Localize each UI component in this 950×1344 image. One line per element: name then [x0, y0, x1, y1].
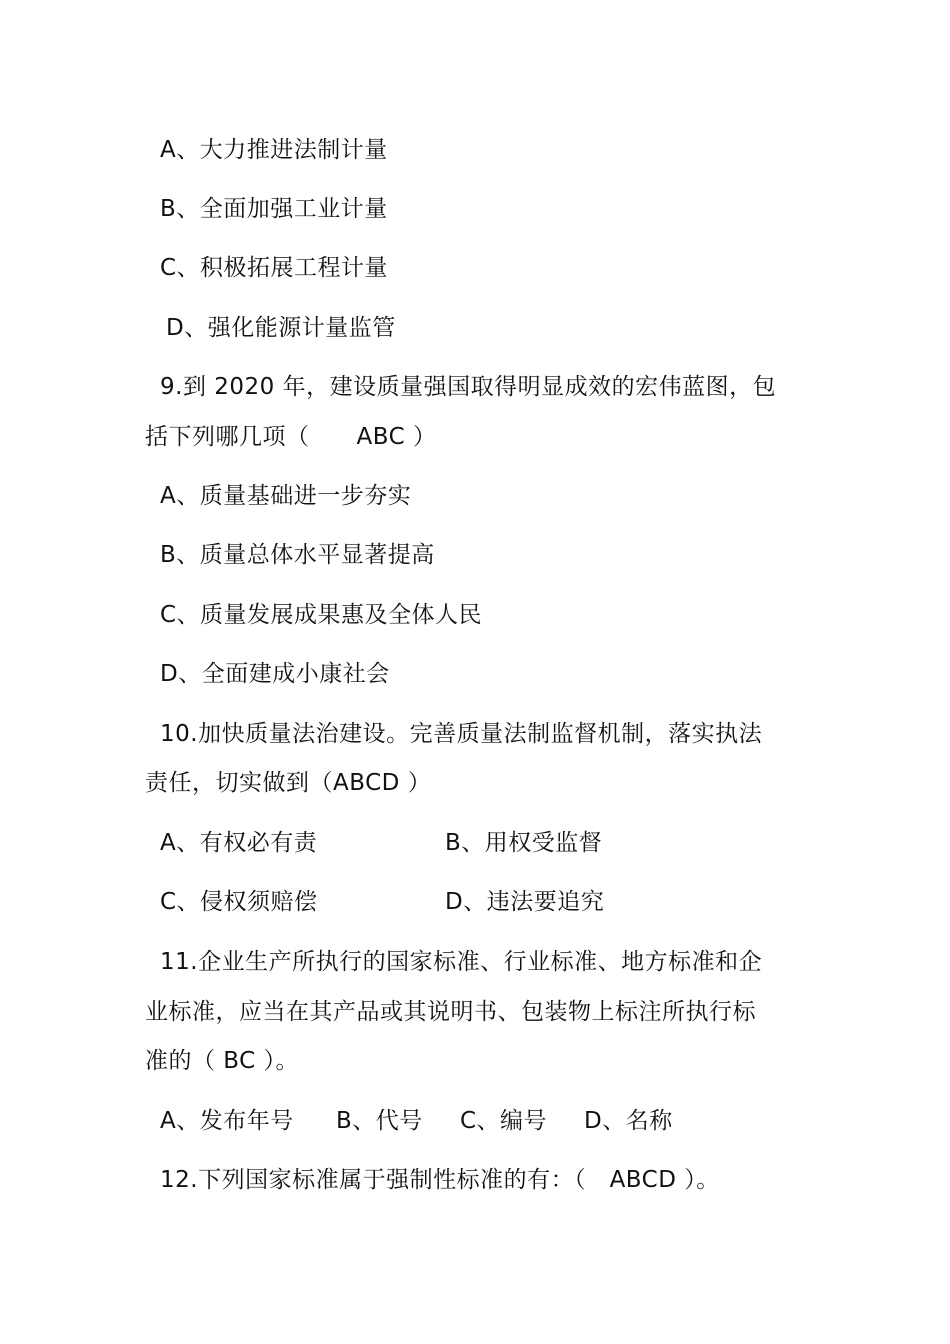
- q10-options-row2: [160, 887, 820, 917]
- q9-question-line2: 括下列哪几项（ ABC ）: [145, 424, 437, 450]
- q11-option-d: D、名称: [584, 1108, 673, 1134]
- q11-option-a: A、发布年号: [160, 1108, 294, 1134]
- q11-options-row: [160, 1106, 820, 1136]
- q11-option-b: B、代号: [336, 1108, 423, 1134]
- q9-option-c: C、质量发展成果惠及全体人民: [160, 602, 483, 628]
- q10-option-b: B、用权受监督: [445, 830, 603, 856]
- q8-option-b: B、全面加强工业计量: [160, 196, 388, 222]
- q11-question-line2: 业标准，应当在其产品或其说明书、包装物上标注所执行标: [145, 999, 756, 1025]
- q10-question-line1: 10.加快质量法治建设。完善质量法制监督机制，落实执法: [160, 721, 763, 747]
- q11-question-line1: 11.企业生产所执行的国家标准、行业标准、地方标准和企: [160, 949, 763, 975]
- q10-option-d: D、违法要追究: [445, 889, 605, 915]
- q8-option-d: D、强化能源计量监管: [166, 315, 396, 341]
- q12-question-line1: 12.下列国家标准属于强制性标准的有：（ ABCD ）。: [160, 1167, 720, 1193]
- q11-question-line3: 准的（ BC ）。: [145, 1048, 300, 1074]
- q10-option-a: A、有权必有责: [160, 830, 318, 856]
- q10-option-c: C、侵权须赔偿: [160, 889, 318, 915]
- q9-option-a: A、质量基础进一步夯实: [160, 483, 412, 509]
- q8-option-c: C、积极拓展工程计量: [160, 255, 389, 281]
- q9-option-b: B、质量总体水平显著提高: [160, 542, 435, 568]
- q8-option-a: A、大力推进法制计量: [160, 137, 388, 163]
- q9-option-d: D、全面建成小康社会: [160, 661, 390, 687]
- q9-question-line1: 9.到 2020 年，建设质量强国取得明显成效的宏伟蓝图，包: [160, 374, 777, 400]
- q11-option-c: C、编号: [460, 1108, 548, 1134]
- q10-options-row1: [160, 828, 820, 858]
- q10-question-line2: 责任，切实做到（ABCD ）: [145, 770, 432, 796]
